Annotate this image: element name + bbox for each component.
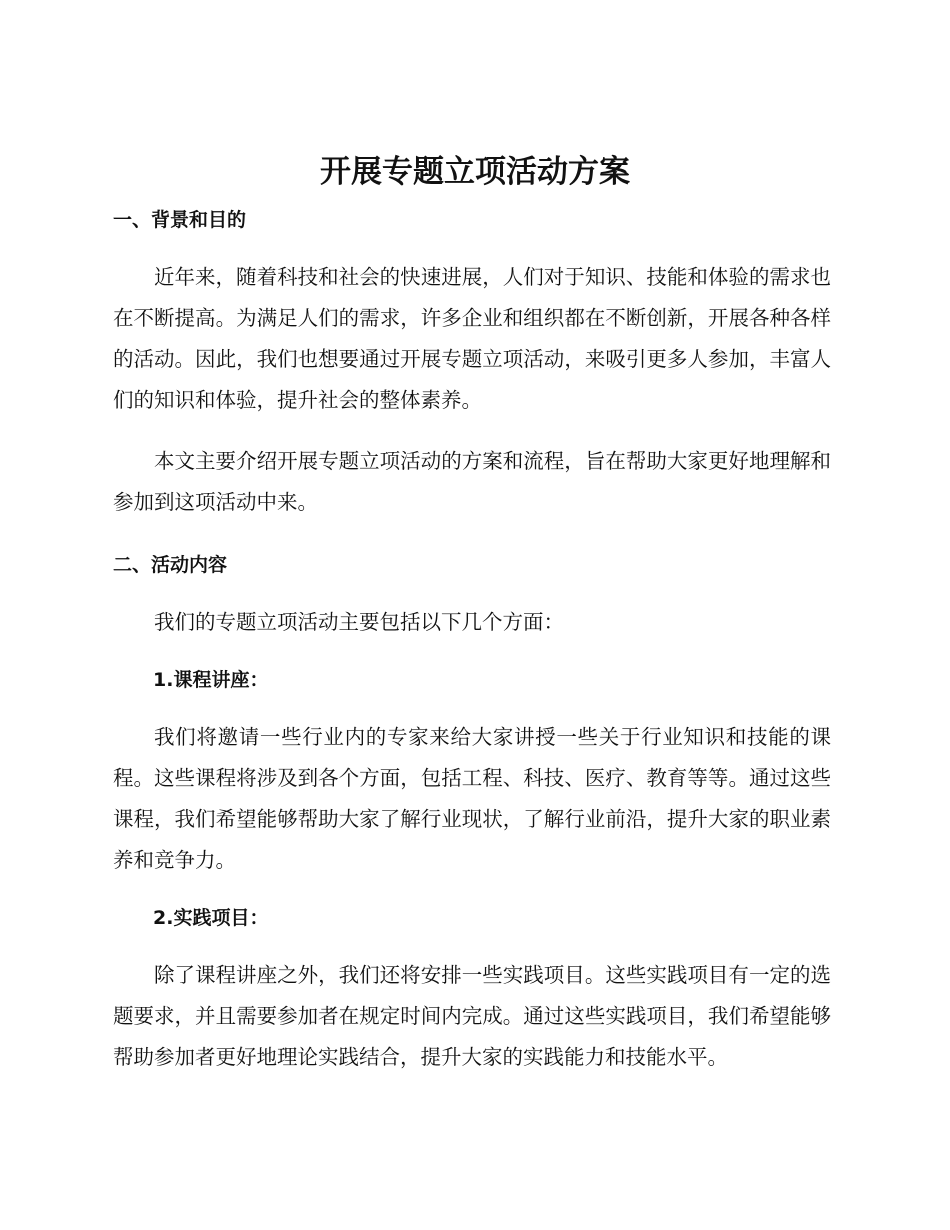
spacer [113, 643, 831, 663]
spacer [113, 935, 831, 955]
spacer [113, 881, 831, 901]
paragraph-lectures: 我们将邀请一些行业内的专家来给大家讲授一些关于行业知识和技能的课程。这些课程将涉及到各个方面，包括工程、科技、医疗、教育等等。通过这些课程，我们希望能够帮助大家了解行业现状，了解行业前沿，提升大家的职业素养和竞争力。 [113, 725, 831, 872]
paragraph-practice: 除了课程讲座之外，我们还将安排一些实践项目。这些实践项目有一定的选题要求，并且需要参加者在规定时间内完成。通过这些实践项目，我们希望能够帮助参加者更好地理论实践结合，提升大家的实践能力和技能水平。 [113, 963, 831, 1069]
paragraph-background-2: 本文主要介绍开展专题立项活动的方案和流程，旨在帮助大家更好地理解和参加到这项活动中来。 [113, 449, 831, 514]
paragraph-content-intro: 我们的专题立项活动主要包括以下几个方面： [154, 610, 564, 634]
spacer [113, 523, 831, 548]
paragraph-background-1: 近年来，随着科技和社会的快速进展，人们对于知识、技能和体验的需求也在不断提高。为满足人们的需求，许多企业和组织都在不断创新，开展各种各样的活动。因此，我们也想要通过开展专题立项活动，来吸引更多人参加，丰富人们的知识和体验，提升社会的整体素养。 [113, 265, 831, 412]
spacer [113, 237, 831, 257]
spacer [113, 421, 831, 441]
item-heading-practice: 2.实践项目： [153, 907, 269, 929]
spacer [113, 582, 831, 602]
section-heading-background: 一、背景和目的 [113, 209, 247, 231]
document-title: 开展专题立项活动方案 [320, 154, 630, 190]
document-body [113, 203, 831, 1078]
section-heading-content: 二、活动内容 [113, 554, 228, 576]
spacer [113, 697, 831, 717]
item-heading-lectures: 1.课程讲座： [153, 669, 269, 691]
